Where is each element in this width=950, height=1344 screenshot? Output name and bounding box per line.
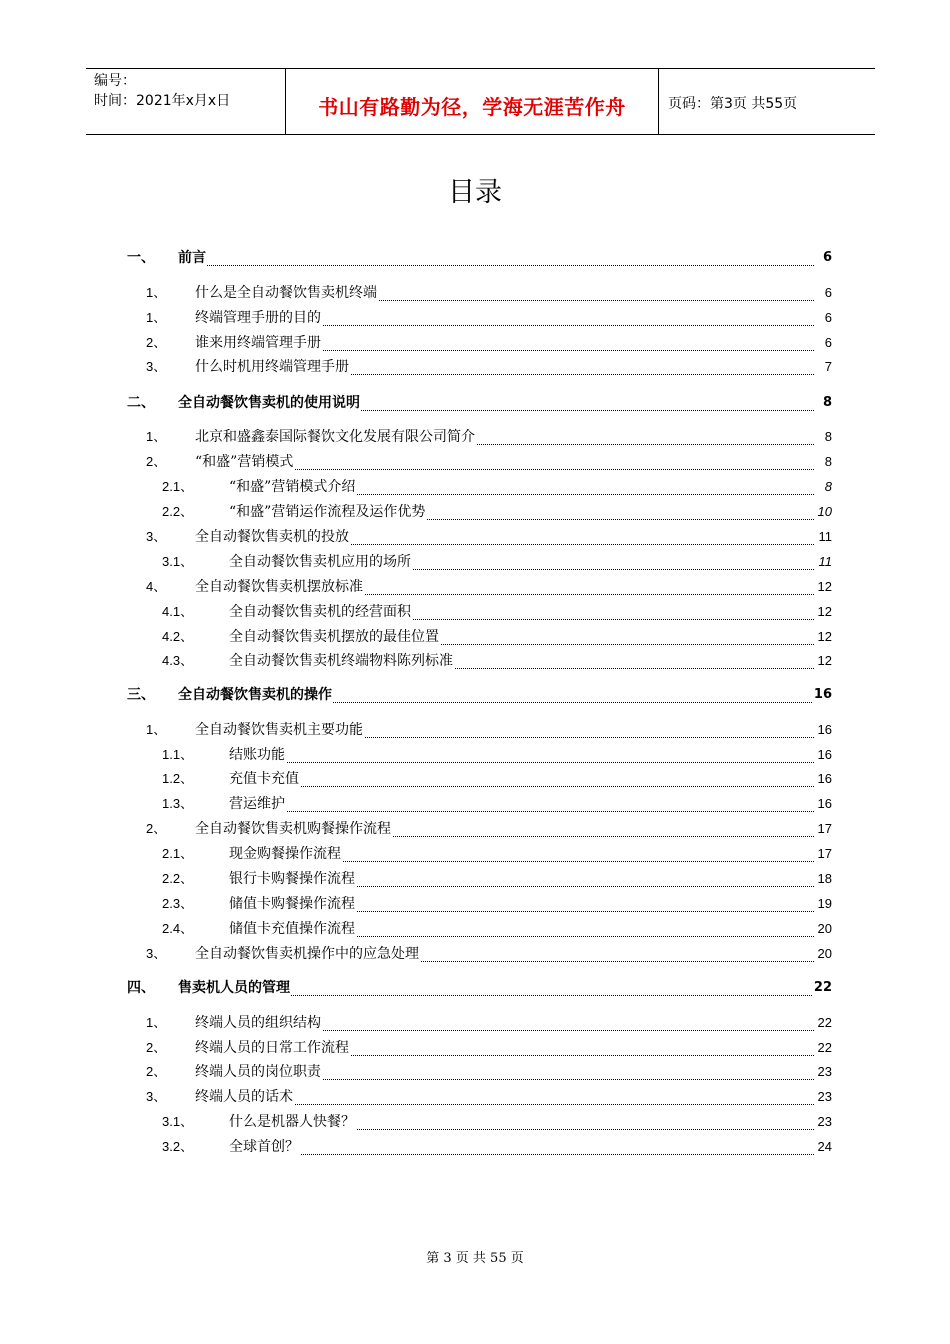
toc-entry-page: 17 xyxy=(817,844,832,864)
toc-entry[interactable] xyxy=(0,1137,950,1157)
toc-entry-number: 3、 xyxy=(146,359,167,374)
toc-entry-title: 终端管理手册的目的 xyxy=(195,310,321,326)
toc-entry-number: 2.3、 xyxy=(162,896,194,911)
toc-entry[interactable] xyxy=(0,919,950,939)
toc-entry[interactable] xyxy=(0,1038,950,1058)
toc-entry-page: 16 xyxy=(817,745,832,765)
toc-entry-title: 什么是全自动餐饮售卖机终端 xyxy=(195,285,377,301)
toc-entry-page: 8 xyxy=(824,477,832,497)
toc-entry[interactable] xyxy=(0,427,950,447)
toc-entry-page: 19 xyxy=(817,894,832,914)
toc-entry-number: 1、 xyxy=(146,1015,167,1030)
toc-entry-number: 二、 xyxy=(127,395,155,411)
toc-entry-number: 4.2、 xyxy=(162,629,194,644)
toc-entry-page: 10 xyxy=(817,502,832,522)
toc-entry-title: 储值卡充值操作流程 xyxy=(229,921,355,937)
toc-entry-page: 12 xyxy=(817,602,832,622)
toc-entry[interactable] xyxy=(0,393,950,413)
toc-entry-title: 终端人员的岗位职责 xyxy=(195,1064,321,1080)
toc-entry[interactable] xyxy=(0,769,950,789)
toc-entry-number: 4.1、 xyxy=(162,604,194,619)
toc-entry-page: 18 xyxy=(817,869,832,889)
toc-entry-title: “和盛”营销模式 xyxy=(195,454,294,470)
toc-entry-number: 1.1、 xyxy=(162,747,194,762)
toc-entry-page: 24 xyxy=(817,1137,832,1157)
toc-entry[interactable] xyxy=(0,819,950,839)
toc-entry-page: 17 xyxy=(817,819,832,839)
toc-entry-title: 北京和盛鑫泰国际餐饮文化发展有限公司简介 xyxy=(195,429,475,445)
toc-entry-page: 8 xyxy=(822,393,832,413)
toc-leader-dots xyxy=(229,791,814,812)
toc-entry-number: 2.1、 xyxy=(162,846,194,861)
header-meta xyxy=(94,71,230,111)
toc-entry-title: 终端人员的日常工作流程 xyxy=(195,1040,349,1056)
toc-entry-number: 三、 xyxy=(127,687,155,703)
toc-entry-page: 12 xyxy=(817,627,832,647)
toc-entry-page: 6 xyxy=(822,248,832,268)
toc-entry[interactable] xyxy=(0,944,950,964)
toc-entry-title: 全球首创？ xyxy=(229,1139,299,1155)
page-header xyxy=(86,68,875,135)
toc-entry-page: 23 xyxy=(817,1087,832,1107)
toc-entry[interactable] xyxy=(0,894,950,914)
toc-entry-page: 23 xyxy=(817,1112,832,1132)
toc-leader-dots xyxy=(229,766,814,787)
toc-entry-number: 1、 xyxy=(146,429,167,444)
toc-entry-page: 16 xyxy=(813,685,832,705)
toc-entry-number: 3.1、 xyxy=(162,1114,194,1129)
toc-entry-title: “和盛”营销模式介绍 xyxy=(229,479,356,495)
toc-entry-page: 6 xyxy=(824,333,832,353)
toc-entry-title: 全自动餐饮售卖机的经营面积 xyxy=(229,604,411,620)
toc-entry-title: 前言 xyxy=(178,250,206,266)
toc-entry[interactable] xyxy=(0,477,950,497)
toc-entry[interactable] xyxy=(0,527,950,547)
header-number: 编号： xyxy=(94,73,136,89)
toc-entry-title: “和盛”营销运作流程及运作优势 xyxy=(229,504,426,520)
toc-entry-page: 22 xyxy=(813,978,832,998)
toc-entry-number: 3.2、 xyxy=(162,1139,194,1154)
header-slogan: 书山有路勤为径，学海无涯苦作舟 xyxy=(318,95,626,119)
toc-entry-number: 4.3、 xyxy=(162,653,194,668)
toc-entry[interactable] xyxy=(0,651,950,671)
toc-entry[interactable] xyxy=(0,452,950,472)
toc-entry[interactable] xyxy=(0,1013,950,1033)
toc-entry-page: 8 xyxy=(824,452,832,472)
toc-entry-number: 2.2、 xyxy=(162,504,194,519)
toc-entry-page: 16 xyxy=(817,794,832,814)
toc-entry-title: 售卖机人员的管理 xyxy=(178,980,290,996)
toc-entry-number: 3、 xyxy=(146,946,167,961)
toc-entry-title: 全自动餐饮售卖机主要功能 xyxy=(195,722,363,738)
toc-entry-title: 全自动餐饮售卖机购餐操作流程 xyxy=(195,821,391,837)
toc-entry[interactable] xyxy=(0,794,950,814)
toc-entry-page: 23 xyxy=(817,1062,832,1082)
header-time: 时间：2021年x月x日 xyxy=(94,93,231,109)
toc-entry-number: 2、 xyxy=(146,821,167,836)
toc-entry-page: 6 xyxy=(824,308,832,328)
toc-entry[interactable] xyxy=(0,745,950,765)
toc-entry[interactable] xyxy=(0,720,950,740)
toc-entry-title: 全自动餐饮售卖机的使用说明 xyxy=(178,395,360,411)
page-footer: 第 3 页 共 55 页 xyxy=(426,1251,524,1266)
header-divider xyxy=(658,69,659,134)
toc-entry-page: 16 xyxy=(817,769,832,789)
toc-entry-page: 11 xyxy=(818,527,833,547)
toc-entry-title: 全自动餐饮售卖机摆放标准 xyxy=(195,579,363,595)
toc-entry[interactable] xyxy=(0,1112,950,1132)
toc-entry-number: 1、 xyxy=(146,285,167,300)
toc-entry-title: 储值卡购餐操作流程 xyxy=(229,896,355,912)
toc-entry-number: 2、 xyxy=(146,454,167,469)
toc-entry-title: 全自动餐饮售卖机摆放的最佳位置 xyxy=(229,629,439,645)
toc-entry-page: 6 xyxy=(824,283,832,303)
toc-entry-title: 全自动餐饮售卖机终端物料陈列标准 xyxy=(229,653,453,669)
toc-entry-title: 银行卡购餐操作流程 xyxy=(229,871,355,887)
toc-entry-page: 20 xyxy=(817,919,832,939)
toc-entry-number: 1.2、 xyxy=(162,771,194,786)
toc-entry-page: 20 xyxy=(817,944,832,964)
toc-entry-number: 2、 xyxy=(146,1064,167,1079)
toc-entry-number: 2.1、 xyxy=(162,479,194,494)
toc-entry-page: 12 xyxy=(817,651,832,671)
toc-entry-number: 4、 xyxy=(146,579,167,594)
toc-entry-title: 全自动餐饮售卖机应用的场所 xyxy=(229,554,411,570)
toc-entry-number: 3、 xyxy=(146,529,167,544)
toc-entry-page: 22 xyxy=(817,1038,832,1058)
toc-leader-dots xyxy=(178,245,814,266)
toc-entry[interactable] xyxy=(0,869,950,889)
toc-entry-title: 现金购餐操作流程 xyxy=(229,846,341,862)
toc-entry-page: 12 xyxy=(817,577,832,597)
toc-leader-dots xyxy=(229,742,814,763)
toc-entry-title: 终端人员的组织结构 xyxy=(195,1015,321,1031)
toc-entry[interactable] xyxy=(0,283,950,303)
toc-entry-number: 3、 xyxy=(146,1089,167,1104)
toc-leader-dots xyxy=(229,1134,814,1155)
toc-entry-number: 四、 xyxy=(127,980,155,996)
toc-entry-number: 2、 xyxy=(146,1040,167,1055)
toc-entry[interactable] xyxy=(0,308,950,328)
toc-entry[interactable] xyxy=(0,502,950,522)
toc-entry-number: 3.1、 xyxy=(162,554,194,569)
header-page-info: 页码：第3页 共55页 xyxy=(668,96,798,112)
toc-entry[interactable] xyxy=(0,602,950,622)
toc-entry[interactable] xyxy=(0,1062,950,1082)
toc-entry-number: 1、 xyxy=(146,722,167,737)
toc-entry-title: 结账功能 xyxy=(229,747,285,763)
toc-entry[interactable] xyxy=(0,552,950,572)
page-title: 目录 xyxy=(448,177,502,208)
toc-entry-number: 一、 xyxy=(127,250,155,266)
toc-entry[interactable] xyxy=(0,1087,950,1107)
toc-entry[interactable] xyxy=(0,357,950,377)
toc-entry-page: 7 xyxy=(824,357,832,377)
toc-entry[interactable] xyxy=(0,577,950,597)
toc-entry[interactable] xyxy=(0,685,950,705)
toc-entry[interactable] xyxy=(0,248,950,268)
toc-entry-title: 充值卡充值 xyxy=(229,771,299,787)
toc-entry-title: 全自动餐饮售卖机的操作 xyxy=(178,687,332,703)
toc-entry-page: 11 xyxy=(818,552,833,572)
toc-entry-number: 1、 xyxy=(146,310,167,325)
toc-entry[interactable] xyxy=(0,627,950,647)
toc-entry-number: 1.3、 xyxy=(162,796,194,811)
toc-entry-page: 8 xyxy=(824,427,832,447)
toc-entry-title: 全自动餐饮售卖机的投放 xyxy=(195,529,349,545)
toc-entry-number: 2.4、 xyxy=(162,921,194,936)
toc-entry-title: 营运维护 xyxy=(229,796,285,812)
toc-entry[interactable] xyxy=(0,978,950,998)
toc-entry-title: 谁来用终端管理手册 xyxy=(195,335,321,351)
toc-entry-title: 什么是机器人快餐？ xyxy=(229,1114,355,1130)
toc-entry-title: 全自动餐饮售卖机操作中的应急处理 xyxy=(195,946,419,962)
toc-entry[interactable] xyxy=(0,333,950,353)
toc-entry-title: 什么时机用终端管理手册 xyxy=(195,359,349,375)
toc-entry-page: 16 xyxy=(817,720,832,740)
toc-entry-title: 终端人员的话术 xyxy=(195,1089,293,1105)
toc-entry[interactable] xyxy=(0,844,950,864)
toc-entry-number: 2.2、 xyxy=(162,871,194,886)
toc-entry-number: 2、 xyxy=(146,335,167,350)
toc-entry-page: 22 xyxy=(817,1013,832,1033)
